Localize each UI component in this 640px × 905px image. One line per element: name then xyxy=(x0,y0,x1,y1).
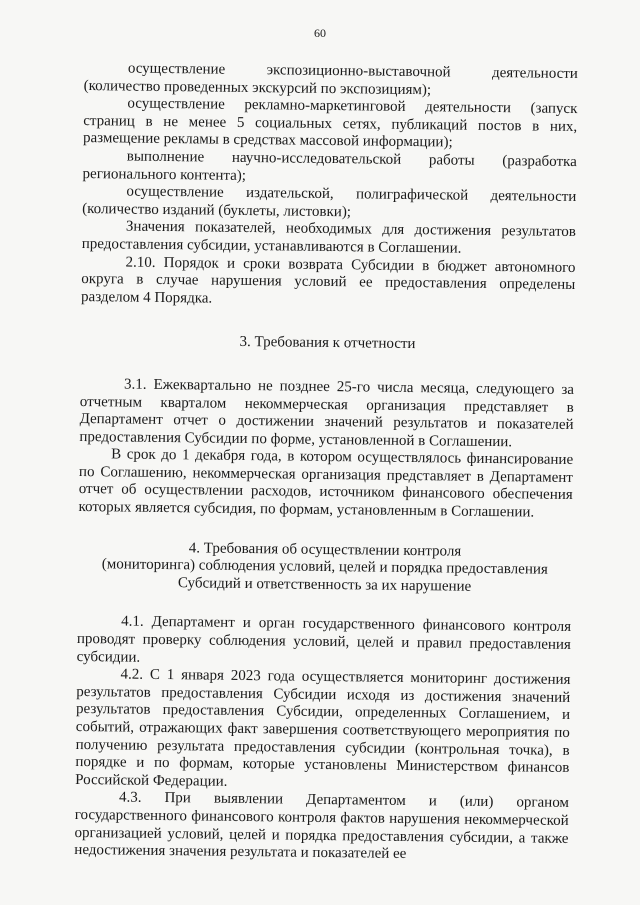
paragraph-indicator-values: Значения показателей, необходимых для достижения результатов предоставления субсидии, устанавливаются в Соглашении. xyxy=(81,218,577,257)
section-3-heading: 3. Требования к отчетности xyxy=(239,334,416,353)
paragraph-4-3: 4.3. При выявлении Департаментом и (или) органом государственного финансового контроля фактов нарушения некоммерческой организацией условий, целей и порядка предоставления субсидии, а также недостижения значения результата и показателей ее xyxy=(74,789,570,863)
section-4-heading-line2: (мониторинга) соблюдения условий, целей и порядка предоставления xyxy=(101,556,548,578)
document-body xyxy=(74,60,578,866)
section-4-heading-line1: 4. Требования об осуществлении контроля xyxy=(188,539,462,560)
paragraph-3-report: В срок до 1 декабря года, в котором осуществлялось финансирование по Соглашению, некоммерческая организация представляет в Департамент отчет об осуществлении расходов, источником финансового обеспечения которых является субсидия, по формам, установленным в Соглашении. xyxy=(78,446,574,521)
section-4-heading-line3: Субсидий и ответственность за их нарушение xyxy=(177,575,472,595)
paragraph-3-1: 3.1. Ежеквартально не позднее 25-го числа месяца, следующего за отчетным кварталом некоммерческая организация представляет в Департамент отчет о достижении значений результатов и показателей предоставления Субсидии по форме, установленной в Соглашении. xyxy=(79,376,575,450)
page-number: 60 xyxy=(314,26,326,40)
paragraph-exhibition: осуществление экспозиционно-выставочной деятельности (количество проведенных экскурсий по экспозициям); xyxy=(83,60,578,98)
paragraph-2-10: 2.10. Порядок и сроки возврата Субсидии в бюджет автономного округа в случае нарушения условий ее предоставления определены разделом 4 Порядка. xyxy=(81,254,576,307)
paragraph-research: выполнение научно-исследовательской работы (разработка регионального контента); xyxy=(82,148,577,184)
paragraph-4-2: 4.2. С 1 января 2023 года осуществляется мониторинг достижения результатов предоставления Субсидии исходя из достижения значений результатов предоставления Субсидии, определенных Соглашением, и событий, отражающих факт завершения соответствующего мероприятия по получению результата предоставления субсидии (контрольная точка), в порядке и по формам, которые установлены Министерством финансов Российской Федерации. xyxy=(75,666,571,790)
paragraph-4-1: 4.1. Департамент и орган государственного финансового контроля проводят проверку соблюдения условий, целей и правил предоставления субсидии. xyxy=(76,613,572,666)
paragraph-marketing: осуществление рекламно-маркетинговой деятельности (запуск страниц в не менее 5 социальных сетях, публикаций постов в них, размещение рекламы в средствах массовой информации); xyxy=(82,95,578,151)
paragraph-publishing: осуществление издательской, полиграфической деятельности (количество изданий (буклеты, листовки); xyxy=(82,183,577,221)
